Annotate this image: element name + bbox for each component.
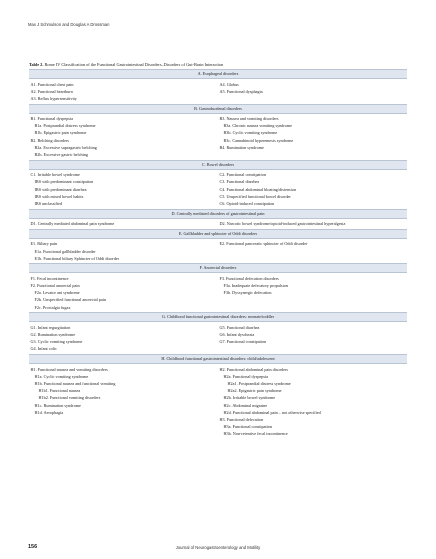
section-column-left <box>29 322 218 355</box>
disorder-item: IBS with predominant diarrhea <box>34 186 87 192</box>
disorder-item: G5. Functional diarrhea <box>219 324 260 330</box>
table-title-label: Table 2. <box>29 62 44 67</box>
section-heading: G. Childhood functional gastrointestinal disorders: neonate/toddler <box>29 313 407 322</box>
disorder-item: H1b2. Functional vomiting disorders <box>38 395 101 401</box>
section-column-right <box>218 322 407 355</box>
disorder-item: H3b. Non-retentive fecal incontinence <box>223 431 288 437</box>
disorder-item: F3. Functional defecation disorders <box>219 275 279 281</box>
disorder-item: F3b. Dyssynergic defecation <box>223 290 272 296</box>
section-column-left <box>29 218 218 229</box>
section-heading: D. Centrally mediated disorders of gastrointestinal pain <box>29 209 407 218</box>
classification-table-body <box>29 70 407 439</box>
disorder-item: G6. Infant dyschezia <box>219 332 255 337</box>
disorder-item: G3. Cyclic vomiting syndrome <box>30 339 83 345</box>
disorder-item: A5. Functional dysphagia <box>219 88 263 94</box>
disorder-item: H2b. Irritable bowel syndrome <box>223 395 276 401</box>
disorder-item: G7. Functional constipation <box>219 339 267 345</box>
disorder-item: H1b. Functional nausea and functional vomiting <box>34 380 116 386</box>
disorder-item: B3b. Cyclic vomiting syndrome <box>223 130 278 136</box>
section-body-row <box>29 322 407 355</box>
table-title-text: Rome IV Classification of the Functional Gastrointestinal Disorders–Disorders of Gut-Brain Interaction <box>44 62 224 67</box>
disorder-item: H2. Functional abdominal pain disorders <box>219 366 289 372</box>
disorder-item: F2b. Unspecified functional anorectal pain <box>34 297 107 303</box>
section-heading: C. Bowel disorders <box>29 160 407 169</box>
section-heading: F. Anorectal disorders <box>29 264 407 273</box>
disorder-item: H1c. Rumination syndrome <box>34 402 81 408</box>
section-heading: A. Esophageal disorders <box>29 70 407 79</box>
disorder-item: F3a. Inadequate defecatory propulsion <box>223 283 288 289</box>
disorder-item: E1. Biliary pain <box>30 241 58 247</box>
disorder-item: F2c. Proctalgia fugax <box>34 304 71 310</box>
section-body-row <box>29 238 407 264</box>
section-heading-row <box>29 160 407 169</box>
disorder-item: B3a. Chronic nausea vomiting syndrome <box>223 123 293 129</box>
disorder-item: B1a. Postprandial distress syndrome <box>34 123 96 129</box>
section-heading: E. Gallbladder and sphincter of Oddi disorders <box>29 229 407 238</box>
running-head: Max J Schmulson and Douglas A Drossman <box>28 22 110 27</box>
disorder-item: G4. Infant colic <box>30 346 57 352</box>
section-heading-row <box>29 313 407 322</box>
section-column-left <box>29 238 218 264</box>
section-body-row <box>29 273 407 313</box>
disorder-item: H2a2. Epigastric pain syndrome <box>227 388 282 394</box>
section-heading-row <box>29 229 407 238</box>
section-column-right <box>218 238 407 264</box>
page-number: 156 <box>28 544 38 550</box>
section-column-left <box>29 364 218 439</box>
disorder-item: F2a. Levator ani syndrome <box>34 290 80 296</box>
disorder-item: A1. Functional chest pain <box>30 81 74 87</box>
disorder-item: H2a. Functional dyspepsia <box>223 373 269 379</box>
journal-name: Journal of Neurogastroenterology and Motility <box>175 545 261 550</box>
table-title <box>29 62 407 67</box>
disorder-item: C3. Functional diarrhea <box>219 179 260 185</box>
section-column-right <box>218 113 407 160</box>
section-column-left <box>29 169 218 209</box>
section-heading-row <box>29 264 407 273</box>
section-column-right <box>218 364 407 439</box>
section-column-right <box>218 79 407 105</box>
section-body-row <box>29 79 407 105</box>
section-column-right <box>218 169 407 209</box>
disorder-item: B3. Nausea and vomiting disorders <box>219 116 279 122</box>
disorder-item: B1. Functional dyspepsia <box>30 116 73 122</box>
section-body-row <box>29 218 407 229</box>
disorder-item: E2. Functional pancreatic sphincter of Oddi disorder <box>219 241 308 247</box>
disorder-item: H1b1. Functional nausea <box>38 388 81 394</box>
disorder-item: C6. Opioid-induced constipation <box>219 200 275 206</box>
section-heading: B. Gastroduodenal disorders <box>29 104 407 113</box>
disorder-item: E1a. Functional gallbladder disorder <box>34 248 96 254</box>
disorder-item: H2d. Functional abdominal pain – not otherwise specified <box>223 409 321 415</box>
section-column-left <box>29 113 218 160</box>
section-body-row <box>29 364 407 439</box>
disorder-item: IBS with predominant constipation <box>34 179 94 185</box>
section-column-left <box>29 273 218 313</box>
section-heading-row <box>29 209 407 218</box>
section-heading-row <box>29 355 407 364</box>
section-heading: H. Childhood functional gastrointestinal disorders: child/adolescent <box>29 355 407 364</box>
disorder-item: C5. Unspecified functional bowel disorder <box>219 193 291 199</box>
disorder-item: B2a. Excessive supragastric belching <box>34 144 97 150</box>
disorder-item: B2b. Excessive gastric belching <box>34 152 88 157</box>
disorder-item: B2. Belching disorders <box>30 137 69 143</box>
disorder-item: G1. Infant regurgitation <box>30 324 71 330</box>
disorder-item: C4. Functional abdominal bloating/distension <box>219 186 297 192</box>
disorder-item: IBS with mixed bowel habits <box>34 193 84 199</box>
disorder-item: B1b. Epigastric pain syndrome <box>34 130 87 136</box>
section-column-left <box>29 79 218 105</box>
disorder-item: A3. Reflux hypersensitivity <box>30 95 77 101</box>
disorder-item: A4. Globus <box>219 81 239 87</box>
section-column-right <box>218 218 407 229</box>
disorder-item: H1d. Aerophagia <box>34 409 64 415</box>
disorder-item: H2a1. Postprandial distress syndrome <box>227 380 291 386</box>
disorder-item: E1b. Functional biliary Sphincter of Oddi disorder <box>34 255 120 261</box>
disorder-item: D2. Narcotic bowel syndrome/opioid-induced gastrointestinal hyperalgesia <box>219 221 346 227</box>
disorder-item: D1. Centrally mediated abdominal pain syndrome <box>30 221 115 227</box>
disorder-item: H1. Functional nausea and vomiting disorders <box>30 366 108 372</box>
disorder-item: H2c. Abdominal migraine <box>223 402 268 408</box>
disorder-item: G2. Rumination syndrome <box>30 332 76 337</box>
classification-table <box>29 69 407 439</box>
section-body-row <box>29 113 407 160</box>
section-column-right <box>218 273 407 313</box>
disorder-item: F2. Functional anorectal pain <box>30 283 80 289</box>
disorder-item: IBS unclassified <box>34 200 63 206</box>
disorder-item: C1. Irritable bowel syndrome <box>30 172 80 178</box>
disorder-item: H3a. Functional constipation <box>223 424 272 430</box>
disorder-item: A2. Functional heartburn <box>30 88 73 94</box>
disorder-item: F1. Fecal incontinence <box>30 275 69 281</box>
disorder-item: B4. Rumination syndrome <box>219 144 264 150</box>
section-heading-row <box>29 70 407 79</box>
disorder-item: B3c. Cannabinoid hyperemesis syndrome <box>223 137 294 143</box>
section-body-row <box>29 169 407 209</box>
section-heading-row <box>29 104 407 113</box>
disorder-item: H1a. Cyclic vomiting syndrome <box>34 373 89 379</box>
disorder-item: C2. Functional constipation <box>219 172 266 178</box>
disorder-item: H3. Functional defecation <box>219 416 264 422</box>
